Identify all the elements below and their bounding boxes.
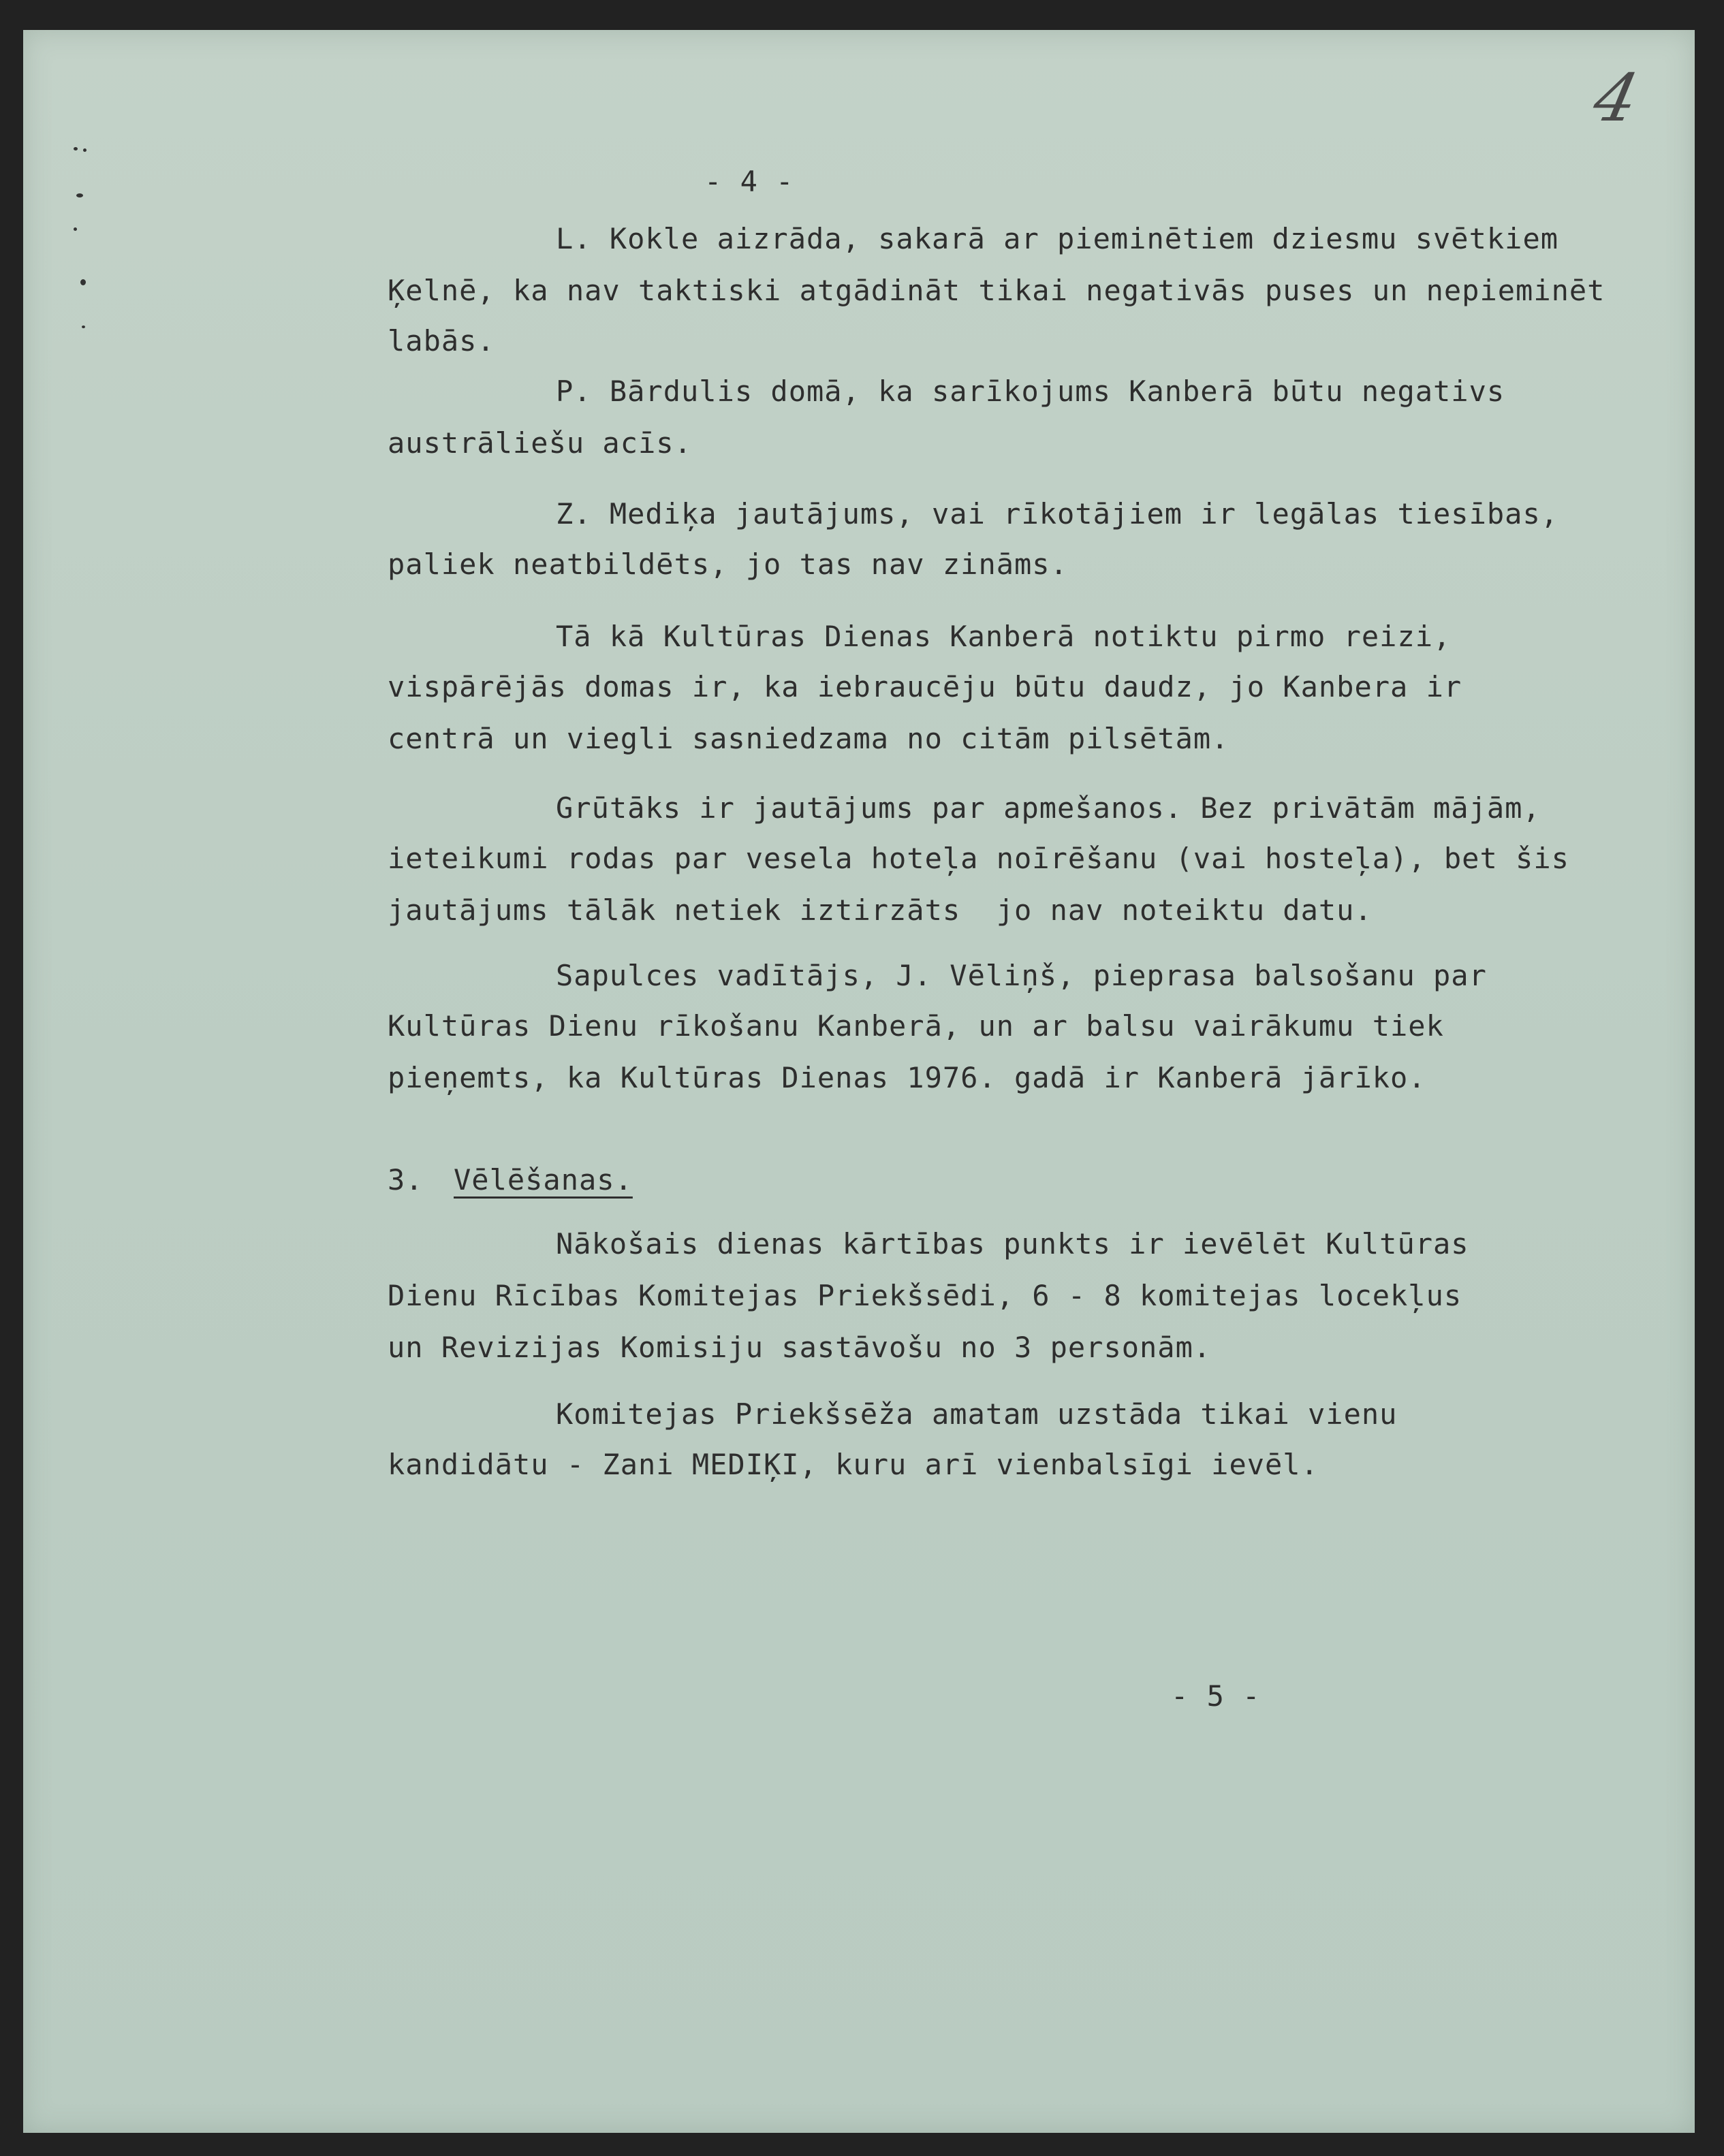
paragraph-line: Tā kā Kultūras Dienas Kanberā notiktu pirmo reizi, [556, 620, 1452, 653]
punch-marks [71, 146, 98, 350]
paragraph-line: paliek neatbildēts, jo tas nav zināms. [388, 548, 1068, 581]
paragraph-line: Nākošais dienas kārtības punkts ir ievēlēt Kultūras [556, 1227, 1469, 1261]
paragraph-line: un Revizijas Komisiju sastāvošu no 3 personām. [388, 1331, 1212, 1364]
paragraph-line: Kultūras Dienu rīkošanu Kanberā, un ar balsu vairākumu tiek [388, 1009, 1444, 1043]
paragraph-line: Dienu Rīcības Komitejas Priekšsēdi, 6 - 8 komitejas locekļus [388, 1279, 1462, 1312]
paragraph-line: centrā un viegli sasniedzama no citām pilsētām. [388, 722, 1229, 755]
paragraph-line: L. Kokle aizrāda, sakarā ar pieminētiem dziesmu svētkiem [556, 222, 1559, 255]
paragraph-line: Z. Mediķa jautājums, vai rīkotājiem ir legālas tiesības, [556, 497, 1559, 530]
paragraph-line: Komitejas Priekšsēža amatam uzstāda tikai vienu [556, 1397, 1398, 1431]
paragraph-line: labās. [388, 324, 495, 358]
paragraph-line: austrāliešu acīs. [388, 426, 692, 460]
section-number: 3. [388, 1163, 424, 1196]
typed-page [23, 30, 1695, 2133]
paragraph-line: P. Bārdulis domā, ka sarīkojums Kanberā būtu negativs [556, 375, 1505, 408]
paragraph-line: ieteikumi rodas par vesela hoteļa noīrēšanu (vai hosteļa), bet šis [388, 842, 1569, 875]
section-title: Vēlēšanas. [454, 1163, 633, 1196]
paragraph-line: vispārējās domas ir, ka iebraucēju būtu daudz, jo Kanbera ir [388, 670, 1462, 703]
paragraph-line: Ķelnē, ka nav taktiski atgādināt tikai negativās puses un nepieminēt [388, 274, 1605, 307]
paragraph-line: jautājums tālāk netiek iztirzāts jo nav noteiktu datu. [388, 893, 1373, 927]
paragraph-line: pieņemts, ka Kultūras Dienas 1976. gadā ir Kanberā jārīko. [388, 1061, 1426, 1094]
paragraph-line: Sapulces vadītājs, J. Vēliņš, pieprasa balsošanu par [556, 959, 1487, 992]
paragraph-line: kandidātu - Zani MEDIĶI, kuru arī vienbalsīgi ievēl. [388, 1448, 1319, 1481]
handwritten-folio-number: 4 [1587, 60, 1645, 136]
next-page-marker: - 5 - [1171, 1679, 1261, 1713]
paragraph-line: Grūtāks ir jautājums par apmešanos. Bez privātām mājām, [556, 791, 1541, 825]
page-number: - 4 - [704, 165, 794, 198]
